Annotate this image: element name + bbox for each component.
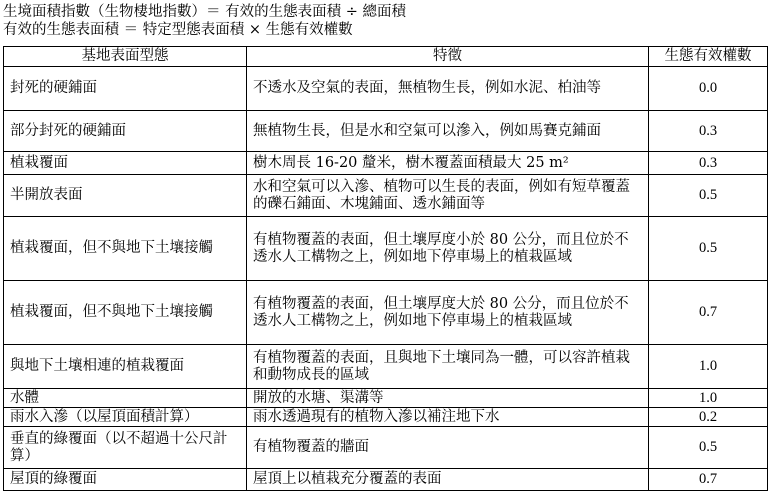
feature-cell: 雨水透過現有的植物入滲以補注地下水 <box>247 408 649 427</box>
formula-effective-area: 有效的生態表面積 ＝ 特定型態表面積 × 生態有效權數 <box>3 22 353 38</box>
weight-cell: 0.0 <box>649 67 768 111</box>
weight-cell: 0.7 <box>649 281 768 345</box>
weight-cell: 0.5 <box>649 175 768 217</box>
weight-cell: 1.0 <box>649 345 768 389</box>
surface-type-cell: 半開放表面 <box>4 175 247 217</box>
weight-cell: 0.5 <box>649 217 768 281</box>
weight-cell: 0.7 <box>649 469 768 491</box>
table-row <box>4 175 768 217</box>
feature-cell: 不透水及空氣的表面，無植物生長，例如水泥、柏油等 <box>247 67 649 111</box>
surface-type-cell: 垂直的綠覆面（以不超過十公尺計算） <box>4 427 247 469</box>
table-row <box>4 67 768 111</box>
table-row <box>4 408 768 427</box>
header-surface-type: 基地表面型態 <box>4 47 247 67</box>
surface-type-cell: 屋頂的綠覆面 <box>4 469 247 491</box>
feature-cell: 屋頂上以植栽充分覆蓋的表面 <box>247 469 649 491</box>
surface-type-cell: 部分封死的硬鋪面 <box>4 111 247 152</box>
table-row <box>4 427 768 469</box>
header-feature: 特徵 <box>247 47 649 67</box>
surface-type-cell: 水體 <box>4 389 247 408</box>
formula-block <box>3 3 767 39</box>
weight-cell: 0.5 <box>649 427 768 469</box>
weight-cell: 0.3 <box>649 152 768 175</box>
formula-habitat-index: 生境面積指數（生物棲地指數）＝ 有效的生態表面積 ÷ 總面積 <box>3 4 406 20</box>
feature-cell: 無植物生長，但是水和空氣可以滲入，例如馬賽克鋪面 <box>247 111 649 152</box>
table-row <box>4 345 768 389</box>
surface-type-cell: 植栽覆面 <box>4 152 247 175</box>
table-header-row <box>4 47 768 67</box>
weight-cell: 1.0 <box>649 389 768 408</box>
feature-cell: 有植物覆蓋的牆面 <box>247 427 649 469</box>
header-weight: 生態有效權數 <box>649 47 768 67</box>
surface-type-cell: 雨水入滲（以屋頂面積計算） <box>4 408 247 427</box>
feature-cell: 水和空氣可以入滲、植物可以生長的表面，例如有短草覆蓋的礫石鋪面、木塊鋪面、透水鋪面等 <box>247 175 649 217</box>
table-row <box>4 111 768 152</box>
weight-cell: 0.3 <box>649 111 768 152</box>
feature-cell: 有植物覆蓋的表面，且與地下土壤同為一體，可以容許植栽和動物成長的區域 <box>247 345 649 389</box>
surface-type-cell: 封死的硬鋪面 <box>4 67 247 111</box>
table-row <box>4 469 768 491</box>
feature-cell: 開放的水塘、渠溝等 <box>247 389 649 408</box>
surface-type-cell: 與地下土壤相連的植栽覆面 <box>4 345 247 389</box>
table-row <box>4 389 768 408</box>
weight-cell: 0.2 <box>649 408 768 427</box>
table-row <box>4 152 768 175</box>
surface-type-cell: 植栽覆面，但不與地下土壤接觸 <box>4 217 247 281</box>
table-row <box>4 281 768 345</box>
ecological-weight-table <box>3 46 768 491</box>
surface-type-cell: 植栽覆面，但不與地下土壤接觸 <box>4 281 247 345</box>
feature-cell: 有植物覆蓋的表面，但土壤厚度小於 80 公分，而且位於不透水人工構物之上，例如地下停車場上的植栽區域 <box>247 217 649 281</box>
table-row <box>4 217 768 281</box>
feature-cell: 有植物覆蓋的表面，但土壤厚度大於 80 公分，而且位於不透水人工構物之上，例如地下停車場上的植栽區域 <box>247 281 649 345</box>
feature-cell: 樹木周長 16-20 釐米，樹木覆蓋面積最大 25 m² <box>247 152 649 175</box>
